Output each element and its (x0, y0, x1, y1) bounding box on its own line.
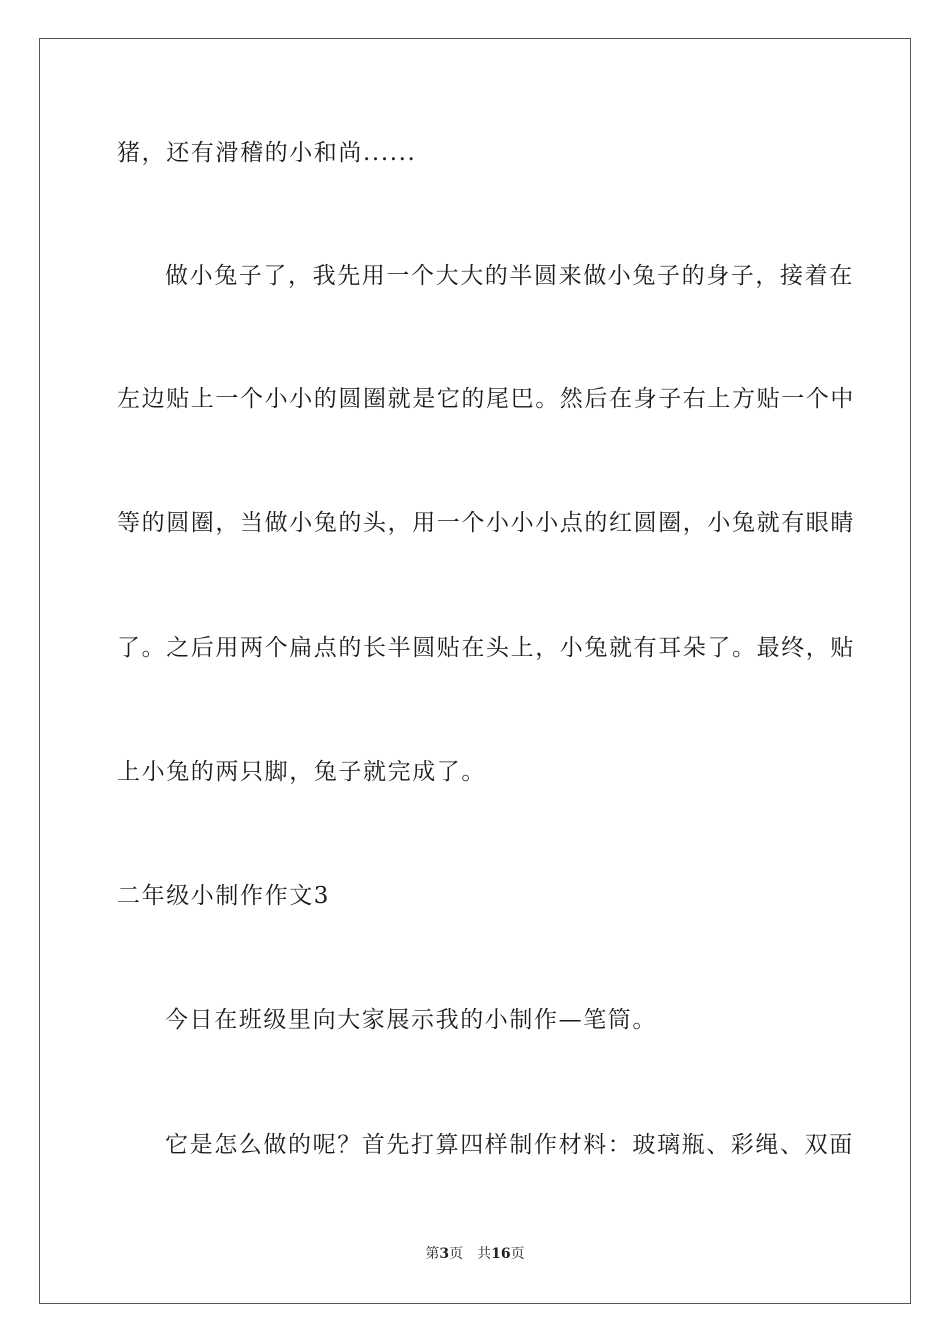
page-border (39, 38, 911, 1304)
footer-total-pages: 16 (491, 1246, 511, 1262)
text-line-6: 上小兔的两只脚，兔子就完成了。 (117, 759, 486, 785)
text-line-4: 等的圆圈，当做小兔的头，用一个小小小点的红圆圈，小兔就有眼睛 (117, 510, 855, 536)
section-heading: 二年级小制作作文3 (117, 883, 331, 909)
footer-page-suffix: 页 (449, 1246, 464, 1262)
text-line-9: 它是怎么做的呢？首先打算四样制作材料：玻璃瓶、彩绳、双面 (165, 1132, 854, 1158)
text-line-8: 今日在班级里向大家展示我的小制作—笔筒。 (165, 1007, 657, 1033)
text-line-1: 猪，还有滑稽的小和尚...... (117, 140, 417, 166)
footer-total-suffix: 页 (510, 1246, 525, 1262)
text-line-3: 左边贴上一个小小的圆圈就是它的尾巴。然后在身子右上方贴一个中 (117, 386, 855, 412)
text-line-2: 做小兔子了，我先用一个大大的半圆来做小兔子的身子，接着在 (165, 263, 854, 289)
footer-total-prefix: 共 (477, 1246, 492, 1262)
text-line-5: 了。之后用两个扁点的长半圆贴在头上，小兔就有耳朵了。最终，贴 (117, 635, 855, 661)
page-footer (0, 1244, 950, 1264)
footer-page-number: 3 (439, 1246, 450, 1262)
footer-prefix: 第 (425, 1246, 440, 1262)
